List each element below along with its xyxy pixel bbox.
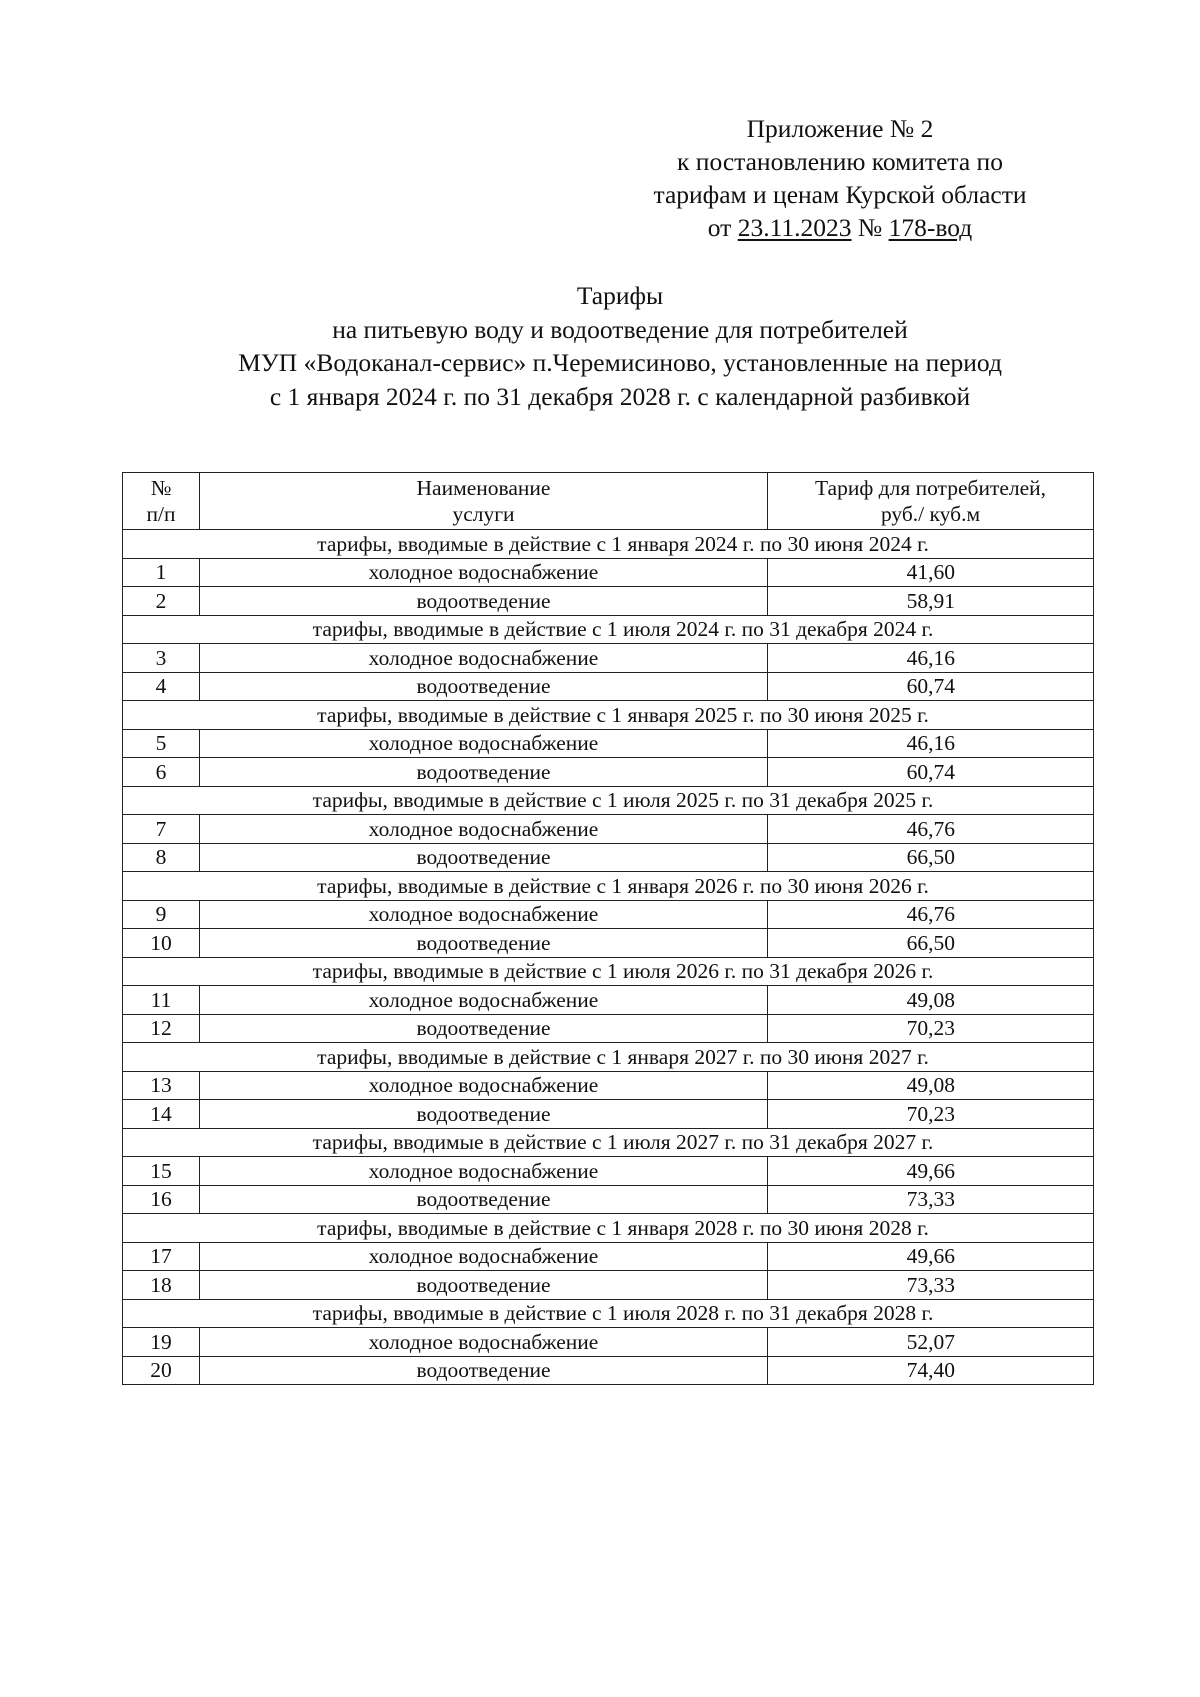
row-service-name: водоотведение — [200, 587, 768, 616]
period-row — [123, 701, 1094, 730]
appendix-reference-line: к постановлению комитета по — [677, 147, 1003, 176]
row-number: 9 — [123, 900, 200, 929]
table-row — [123, 900, 1094, 929]
row-number: 10 — [123, 929, 200, 958]
period-title: тарифы, вводимые в действие с 1 июля 2026 г. по 31 декабря 2026 г. — [123, 957, 1094, 986]
period-row — [123, 530, 1094, 559]
table-row — [123, 815, 1094, 844]
header-number-line-1: № — [150, 476, 172, 500]
document-subtitle-line-3: с 1 января 2024 г. по 31 декабря 2028 г. с календарной разбивкой — [269, 381, 971, 411]
row-service-name: холодное водоснабжение — [200, 815, 768, 844]
row-tariff-value: 58,91 — [768, 587, 1094, 616]
row-tariff-value: 66,50 — [768, 843, 1094, 872]
tariff-table-body — [123, 530, 1094, 1385]
period-title: тарифы, вводимые в действие с 1 июля 2024 г. по 31 декабря 2024 г. — [123, 615, 1094, 644]
row-number: 15 — [123, 1157, 200, 1186]
row-tariff-value: 49,66 — [768, 1242, 1094, 1271]
row-number: 18 — [123, 1271, 200, 1300]
period-title: тарифы, вводимые в действие с 1 июля 2025 г. по 31 декабря 2025 г. — [123, 786, 1094, 815]
row-number: 11 — [123, 986, 200, 1015]
table-row — [123, 558, 1094, 587]
table-row — [123, 672, 1094, 701]
row-number: 4 — [123, 672, 200, 701]
table-row — [123, 929, 1094, 958]
period-row — [123, 786, 1094, 815]
row-tariff-value: 70,23 — [768, 1014, 1094, 1043]
row-tariff-value: 46,16 — [768, 729, 1094, 758]
header-tariff — [768, 473, 1094, 530]
row-tariff-value: 49,66 — [768, 1157, 1094, 1186]
header-number-line-2: п/п — [146, 502, 176, 526]
table-row — [123, 729, 1094, 758]
period-row — [123, 1043, 1094, 1072]
table-row — [123, 1356, 1094, 1385]
row-service-name: холодное водоснабжение — [200, 1071, 768, 1100]
period-title: тарифы, вводимые в действие с 1 июля 2028 г. по 31 декабря 2028 г. — [123, 1299, 1094, 1328]
row-service-name: холодное водоснабжение — [200, 1242, 768, 1271]
table-row — [123, 587, 1094, 616]
row-service-name: холодное водоснабжение — [200, 1328, 768, 1357]
row-service-name: водоотведение — [200, 1100, 768, 1129]
row-tariff-value: 73,33 — [768, 1185, 1094, 1214]
appendix-date-line — [640, 211, 1040, 244]
document-subtitle-line-1: на питьевую воду и водоотведение для потребителей — [332, 314, 908, 344]
header-service-name — [200, 473, 768, 530]
row-number: 19 — [123, 1328, 200, 1357]
row-number: 1 — [123, 558, 200, 587]
period-title: тарифы, вводимые в действие с 1 января 2026 г. по 30 июня 2026 г. — [123, 872, 1094, 901]
table-row — [123, 1157, 1094, 1186]
header-tariff-line-2: руб./ куб.м — [880, 502, 981, 526]
row-service-name: холодное водоснабжение — [200, 986, 768, 1015]
table-row — [123, 1185, 1094, 1214]
table-row — [123, 1100, 1094, 1129]
table-row — [123, 644, 1094, 673]
row-tariff-value: 60,74 — [768, 672, 1094, 701]
period-row — [123, 872, 1094, 901]
row-service-name: водоотведение — [200, 1271, 768, 1300]
period-row — [123, 615, 1094, 644]
row-tariff-value: 74,40 — [768, 1356, 1094, 1385]
table-row — [123, 1271, 1094, 1300]
row-service-name: холодное водоснабжение — [200, 729, 768, 758]
table-row — [123, 1328, 1094, 1357]
row-service-name: водоотведение — [200, 672, 768, 701]
row-tariff-value: 52,07 — [768, 1328, 1094, 1357]
row-service-name: водоотведение — [200, 1185, 768, 1214]
row-tariff-value: 41,60 — [768, 558, 1094, 587]
period-title: тарифы, вводимые в действие с 1 января 2024 г. по 30 июня 2024 г. — [123, 530, 1094, 559]
row-service-name: водоотведение — [200, 929, 768, 958]
row-tariff-value: 66,50 — [768, 929, 1094, 958]
period-row — [123, 1299, 1094, 1328]
row-tariff-value: 46,16 — [768, 644, 1094, 673]
table-row — [123, 1071, 1094, 1100]
row-service-name: водоотведение — [200, 843, 768, 872]
row-service-name: водоотведение — [200, 1014, 768, 1043]
row-tariff-value: 60,74 — [768, 758, 1094, 787]
row-number: 12 — [123, 1014, 200, 1043]
period-row — [123, 1214, 1094, 1243]
appendix-title: Приложение № 2 — [746, 114, 934, 143]
row-number: 16 — [123, 1185, 200, 1214]
row-number: 7 — [123, 815, 200, 844]
row-tariff-value: 70,23 — [768, 1100, 1094, 1129]
appendix-block — [640, 112, 1040, 244]
row-number: 17 — [123, 1242, 200, 1271]
tariff-table — [122, 472, 1094, 1385]
header-tariff-line-1: Тариф для потребителей, — [814, 476, 1047, 500]
table-row — [123, 1242, 1094, 1271]
period-title: тарифы, вводимые в действие с 1 января 2028 г. по 30 июня 2028 г. — [123, 1214, 1094, 1243]
document-title: Тарифы — [576, 281, 664, 310]
row-number: 5 — [123, 729, 200, 758]
row-tariff-value: 49,08 — [768, 986, 1094, 1015]
row-number: 2 — [123, 587, 200, 616]
appendix-date-prefix: от — [707, 213, 732, 242]
period-title: тарифы, вводимые в действие с 1 января 2025 г. по 30 июня 2025 г. — [123, 701, 1094, 730]
period-title: тарифы, вводимые в действие с 1 января 2027 г. по 30 июня 2027 г. — [123, 1043, 1094, 1072]
document-heading — [0, 279, 1200, 413]
row-tariff-value: 73,33 — [768, 1271, 1094, 1300]
appendix-number: 178-вод — [888, 213, 973, 242]
row-tariff-value: 46,76 — [768, 900, 1094, 929]
row-number: 3 — [123, 644, 200, 673]
row-service-name: холодное водоснабжение — [200, 900, 768, 929]
row-service-name: водоотведение — [200, 758, 768, 787]
table-row — [123, 843, 1094, 872]
appendix-authority-line: тарифам и ценам Курской области — [653, 180, 1027, 209]
row-tariff-value: 49,08 — [768, 1071, 1094, 1100]
row-service-name: водоотведение — [200, 1356, 768, 1385]
table-row — [123, 1014, 1094, 1043]
row-number: 8 — [123, 843, 200, 872]
table-row — [123, 758, 1094, 787]
header-service-line-2: услуги — [452, 502, 515, 526]
row-number: 6 — [123, 758, 200, 787]
period-row — [123, 957, 1094, 986]
row-service-name: холодное водоснабжение — [200, 558, 768, 587]
header-number — [123, 473, 200, 530]
row-tariff-value: 46,76 — [768, 815, 1094, 844]
header-service-line-1: Наименование — [416, 476, 551, 500]
table-row — [123, 986, 1094, 1015]
row-service-name: холодное водоснабжение — [200, 1157, 768, 1186]
appendix-date: 23.11.2023 — [737, 213, 852, 242]
appendix-number-sign: № — [857, 213, 883, 242]
document-subtitle-line-2: МУП «Водоканал-сервис» п.Черемисиново, установленные на период — [238, 348, 1002, 377]
row-number: 13 — [123, 1071, 200, 1100]
row-number: 14 — [123, 1100, 200, 1129]
row-number: 20 — [123, 1356, 200, 1385]
period-row — [123, 1128, 1094, 1157]
tariff-table-header — [123, 473, 1094, 530]
header-row — [123, 473, 1094, 530]
period-title: тарифы, вводимые в действие с 1 июля 2027 г. по 31 декабря 2027 г. — [123, 1128, 1094, 1157]
row-service-name: холодное водоснабжение — [200, 644, 768, 673]
